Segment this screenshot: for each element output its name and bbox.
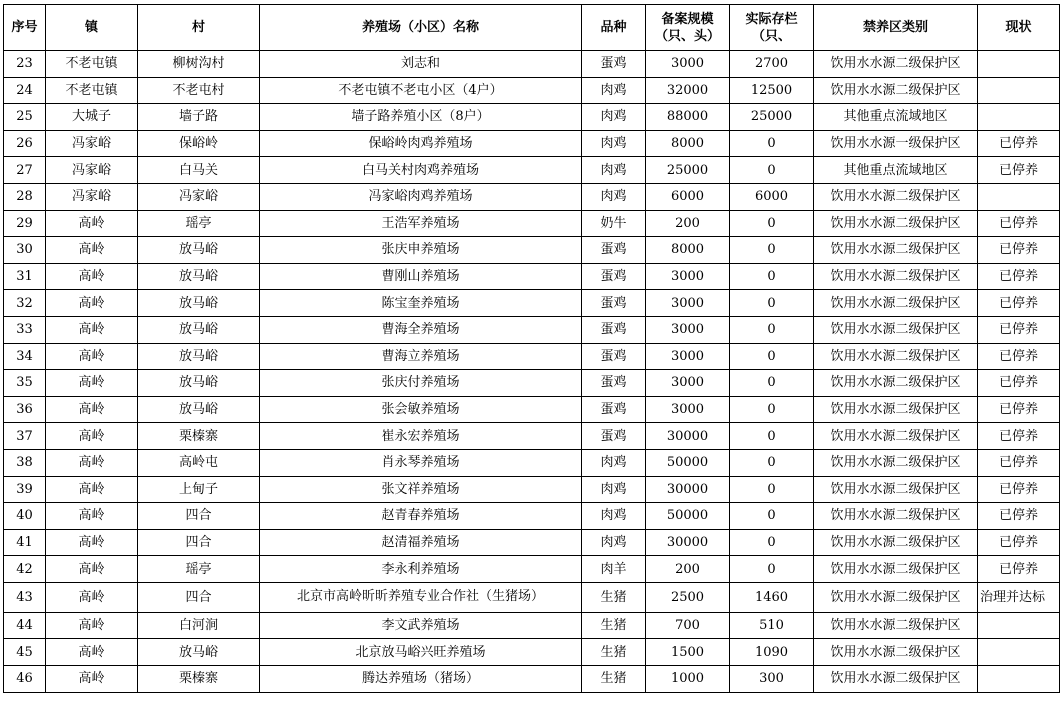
cell-status: 已停养: [978, 449, 1060, 476]
cell-village: 放马峪: [138, 639, 260, 666]
cell-prohibited-zone: 饮用水水源二级保护区: [814, 343, 978, 370]
cell-status: 已停养: [978, 529, 1060, 556]
cell-registered-scale: 3000: [646, 370, 730, 397]
cell-town: 高岭: [46, 423, 138, 450]
cell-status: 已停养: [978, 396, 1060, 423]
cell-actual-stock: 2700: [730, 51, 814, 78]
cell-prohibited-zone: 其他重点流域地区: [814, 104, 978, 131]
cell-index: 35: [4, 370, 46, 397]
cell-town: 不老屯镇: [46, 51, 138, 78]
cell-index: 24: [4, 77, 46, 104]
cell-village: 白马关: [138, 157, 260, 184]
table-row: [4, 77, 1060, 104]
cell-farm-name: 北京放马峪兴旺养殖场: [260, 639, 582, 666]
cell-breed: 奶牛: [582, 210, 646, 237]
header-breed: 品种: [582, 5, 646, 51]
cell-village: 白河涧: [138, 612, 260, 639]
cell-registered-scale: 1000: [646, 666, 730, 693]
cell-farm-name: 不老屯镇不老屯小区（4户）: [260, 77, 582, 104]
table-row: [4, 612, 1060, 639]
cell-status: 治理并达标: [978, 582, 1060, 612]
cell-registered-scale: 3000: [646, 51, 730, 78]
cell-index: 26: [4, 130, 46, 157]
cell-registered-scale: 6000: [646, 183, 730, 210]
cell-actual-stock: 0: [730, 263, 814, 290]
header-index: 序号: [4, 5, 46, 51]
cell-village: 冯家峪: [138, 183, 260, 210]
livestock-farm-table: [3, 4, 1060, 693]
cell-village: 瑶亭: [138, 210, 260, 237]
cell-prohibited-zone: 饮用水水源二级保护区: [814, 666, 978, 693]
cell-breed: 蛋鸡: [582, 423, 646, 450]
cell-prohibited-zone: 饮用水水源二级保护区: [814, 396, 978, 423]
cell-village: 放马峪: [138, 370, 260, 397]
table-row: [4, 449, 1060, 476]
cell-breed: 生猪: [582, 612, 646, 639]
cell-actual-stock: 25000: [730, 104, 814, 131]
cell-actual-stock: 0: [730, 476, 814, 503]
cell-actual-stock: 0: [730, 210, 814, 237]
header-prohibited-zone: 禁养区类别: [814, 5, 978, 51]
cell-prohibited-zone: 饮用水水源二级保护区: [814, 556, 978, 583]
cell-farm-name: 刘志和: [260, 51, 582, 78]
table-row: [4, 503, 1060, 530]
cell-actual-stock: 300: [730, 666, 814, 693]
cell-index: 44: [4, 612, 46, 639]
cell-status: 已停养: [978, 370, 1060, 397]
cell-town: 高岭: [46, 343, 138, 370]
cell-town: 高岭: [46, 582, 138, 612]
cell-breed: 肉鸡: [582, 503, 646, 530]
cell-town: 高岭: [46, 263, 138, 290]
header-town: 镇: [46, 5, 138, 51]
cell-farm-name: 白马关村肉鸡养殖场: [260, 157, 582, 184]
cell-breed: 生猪: [582, 639, 646, 666]
cell-village: 放马峪: [138, 290, 260, 317]
cell-registered-scale: 8000: [646, 237, 730, 264]
cell-town: 高岭: [46, 210, 138, 237]
cell-farm-name: 崔永宏养殖场: [260, 423, 582, 450]
table-row: [4, 639, 1060, 666]
cell-status: 已停养: [978, 476, 1060, 503]
cell-farm-name: 保峪岭肉鸡养殖场: [260, 130, 582, 157]
cell-actual-stock: 12500: [730, 77, 814, 104]
table-row: [4, 529, 1060, 556]
table-row: [4, 396, 1060, 423]
table-row: [4, 343, 1060, 370]
cell-village: 瑶亭: [138, 556, 260, 583]
cell-registered-scale: 50000: [646, 449, 730, 476]
cell-prohibited-zone: 饮用水水源二级保护区: [814, 290, 978, 317]
table-row: [4, 51, 1060, 78]
table-row: [4, 183, 1060, 210]
cell-farm-name: 曹刚山养殖场: [260, 263, 582, 290]
cell-status: [978, 639, 1060, 666]
cell-registered-scale: 30000: [646, 476, 730, 503]
cell-index: 36: [4, 396, 46, 423]
cell-farm-name: 张庆付养殖场: [260, 370, 582, 397]
cell-town: 冯家峪: [46, 157, 138, 184]
cell-village: 墙子路: [138, 104, 260, 131]
cell-status: [978, 77, 1060, 104]
cell-registered-scale: 700: [646, 612, 730, 639]
cell-prohibited-zone: 饮用水水源二级保护区: [814, 476, 978, 503]
cell-breed: 肉羊: [582, 556, 646, 583]
cell-village: 四合: [138, 582, 260, 612]
cell-registered-scale: 25000: [646, 157, 730, 184]
cell-village: 保峪岭: [138, 130, 260, 157]
cell-town: 不老屯镇: [46, 77, 138, 104]
cell-town: 高岭: [46, 639, 138, 666]
cell-farm-name: 肖永琴养殖场: [260, 449, 582, 476]
cell-status: 已停养: [978, 343, 1060, 370]
cell-index: 32: [4, 290, 46, 317]
cell-index: 40: [4, 503, 46, 530]
cell-farm-name: 曹海全养殖场: [260, 316, 582, 343]
cell-actual-stock: 0: [730, 130, 814, 157]
cell-farm-name: 张庆申养殖场: [260, 237, 582, 264]
cell-status: [978, 51, 1060, 78]
header-actual-stock: 实际存栏（只、: [730, 5, 814, 51]
cell-actual-stock: 0: [730, 556, 814, 583]
header-registered-scale: 备案规模（只、头）: [646, 5, 730, 51]
cell-registered-scale: 3000: [646, 316, 730, 343]
cell-index: 29: [4, 210, 46, 237]
cell-breed: 蛋鸡: [582, 396, 646, 423]
cell-village: 放马峪: [138, 263, 260, 290]
cell-breed: 蛋鸡: [582, 237, 646, 264]
cell-farm-name: 曹海立养殖场: [260, 343, 582, 370]
cell-actual-stock: 6000: [730, 183, 814, 210]
header-farm-name: 养殖场（小区）名称: [260, 5, 582, 51]
cell-village: 栗榛寨: [138, 423, 260, 450]
header-village: 村: [138, 5, 260, 51]
cell-index: 37: [4, 423, 46, 450]
cell-prohibited-zone: 饮用水水源二级保护区: [814, 183, 978, 210]
header-status: 现状: [978, 5, 1060, 51]
cell-farm-name: 张会敏养殖场: [260, 396, 582, 423]
cell-index: 45: [4, 639, 46, 666]
table-row: [4, 130, 1060, 157]
cell-farm-name: 陈宝奎养殖场: [260, 290, 582, 317]
cell-town: 高岭: [46, 290, 138, 317]
table-row: [4, 157, 1060, 184]
cell-actual-stock: 0: [730, 423, 814, 450]
cell-actual-stock: 0: [730, 316, 814, 343]
cell-farm-name: 赵清福养殖场: [260, 529, 582, 556]
header-row: [4, 5, 1060, 51]
cell-prohibited-zone: 饮用水水源二级保护区: [814, 503, 978, 530]
cell-index: 38: [4, 449, 46, 476]
cell-breed: 肉鸡: [582, 476, 646, 503]
cell-status: 已停养: [978, 263, 1060, 290]
cell-prohibited-zone: 饮用水水源一级保护区: [814, 130, 978, 157]
cell-town: 高岭: [46, 449, 138, 476]
cell-village: 放马峪: [138, 237, 260, 264]
cell-prohibited-zone: 饮用水水源二级保护区: [814, 77, 978, 104]
table-row: [4, 370, 1060, 397]
cell-village: 柳树沟村: [138, 51, 260, 78]
cell-village: 上甸子: [138, 476, 260, 503]
cell-prohibited-zone: 饮用水水源二级保护区: [814, 612, 978, 639]
cell-town: 高岭: [46, 666, 138, 693]
cell-breed: 肉鸡: [582, 157, 646, 184]
cell-registered-scale: 200: [646, 210, 730, 237]
cell-village: 高岭屯: [138, 449, 260, 476]
cell-town: 冯家峪: [46, 130, 138, 157]
cell-prohibited-zone: 饮用水水源二级保护区: [814, 529, 978, 556]
cell-registered-scale: 2500: [646, 582, 730, 612]
cell-actual-stock: 0: [730, 343, 814, 370]
cell-status: 已停养: [978, 210, 1060, 237]
cell-prohibited-zone: 饮用水水源二级保护区: [814, 263, 978, 290]
cell-town: 高岭: [46, 556, 138, 583]
cell-registered-scale: 32000: [646, 77, 730, 104]
cell-village: 栗榛寨: [138, 666, 260, 693]
cell-prohibited-zone: 饮用水水源二级保护区: [814, 370, 978, 397]
cell-town: 大城子: [46, 104, 138, 131]
cell-breed: 蛋鸡: [582, 263, 646, 290]
cell-prohibited-zone: 饮用水水源二级保护区: [814, 51, 978, 78]
cell-prohibited-zone: 饮用水水源二级保护区: [814, 449, 978, 476]
cell-breed: 肉鸡: [582, 183, 646, 210]
table-row: [4, 582, 1060, 612]
cell-farm-name: 李文武养殖场: [260, 612, 582, 639]
cell-index: 23: [4, 51, 46, 78]
table-row: [4, 210, 1060, 237]
cell-town: 高岭: [46, 316, 138, 343]
table-row: [4, 104, 1060, 131]
cell-breed: 肉鸡: [582, 529, 646, 556]
cell-actual-stock: 0: [730, 529, 814, 556]
cell-status: 已停养: [978, 237, 1060, 264]
cell-actual-stock: 0: [730, 290, 814, 317]
cell-farm-name: 张文祥养殖场: [260, 476, 582, 503]
cell-status: 已停养: [978, 503, 1060, 530]
cell-breed: 蛋鸡: [582, 343, 646, 370]
cell-town: 高岭: [46, 529, 138, 556]
cell-village: 放马峪: [138, 343, 260, 370]
cell-breed: 蛋鸡: [582, 370, 646, 397]
cell-status: 已停养: [978, 316, 1060, 343]
cell-registered-scale: 3000: [646, 343, 730, 370]
cell-town: 高岭: [46, 612, 138, 639]
cell-index: 41: [4, 529, 46, 556]
cell-town: 高岭: [46, 503, 138, 530]
cell-village: 四合: [138, 529, 260, 556]
cell-actual-stock: 0: [730, 449, 814, 476]
cell-status: 已停养: [978, 130, 1060, 157]
cell-index: 46: [4, 666, 46, 693]
cell-status: 已停养: [978, 423, 1060, 450]
table-row: [4, 316, 1060, 343]
cell-town: 高岭: [46, 370, 138, 397]
cell-status: 已停养: [978, 556, 1060, 583]
cell-breed: 生猪: [582, 582, 646, 612]
cell-prohibited-zone: 饮用水水源二级保护区: [814, 582, 978, 612]
cell-town: 冯家峪: [46, 183, 138, 210]
cell-farm-name: 李永利养殖场: [260, 556, 582, 583]
table-row: [4, 290, 1060, 317]
cell-status: [978, 666, 1060, 693]
cell-prohibited-zone: 其他重点流域地区: [814, 157, 978, 184]
cell-status: [978, 104, 1060, 131]
cell-farm-name: 腾达养殖场（猪场）: [260, 666, 582, 693]
cell-actual-stock: 510: [730, 612, 814, 639]
cell-registered-scale: 30000: [646, 423, 730, 450]
cell-town: 高岭: [46, 396, 138, 423]
cell-actual-stock: 0: [730, 157, 814, 184]
cell-breed: 肉鸡: [582, 104, 646, 131]
cell-index: 42: [4, 556, 46, 583]
cell-town: 高岭: [46, 476, 138, 503]
cell-actual-stock: 0: [730, 396, 814, 423]
cell-village: 放马峪: [138, 316, 260, 343]
cell-status: 已停养: [978, 290, 1060, 317]
cell-registered-scale: 3000: [646, 263, 730, 290]
cell-index: 30: [4, 237, 46, 264]
cell-actual-stock: 0: [730, 503, 814, 530]
cell-index: 25: [4, 104, 46, 131]
cell-actual-stock: 0: [730, 237, 814, 264]
cell-status: 已停养: [978, 157, 1060, 184]
table-row: [4, 556, 1060, 583]
cell-registered-scale: 200: [646, 556, 730, 583]
table-row: [4, 476, 1060, 503]
cell-registered-scale: 8000: [646, 130, 730, 157]
cell-prohibited-zone: 饮用水水源二级保护区: [814, 237, 978, 264]
cell-farm-name: 王浩军养殖场: [260, 210, 582, 237]
cell-actual-stock: 1090: [730, 639, 814, 666]
cell-index: 33: [4, 316, 46, 343]
cell-breed: 肉鸡: [582, 77, 646, 104]
cell-registered-scale: 1500: [646, 639, 730, 666]
cell-registered-scale: 3000: [646, 290, 730, 317]
cell-registered-scale: 88000: [646, 104, 730, 131]
cell-index: 27: [4, 157, 46, 184]
cell-registered-scale: 3000: [646, 396, 730, 423]
table-row: [4, 423, 1060, 450]
cell-farm-name: 赵青春养殖场: [260, 503, 582, 530]
cell-status: [978, 612, 1060, 639]
cell-breed: 生猪: [582, 666, 646, 693]
cell-breed: 肉鸡: [582, 130, 646, 157]
cell-registered-scale: 50000: [646, 503, 730, 530]
cell-village: 四合: [138, 503, 260, 530]
cell-farm-name: 冯家峪肉鸡养殖场: [260, 183, 582, 210]
cell-village: 放马峪: [138, 396, 260, 423]
cell-prohibited-zone: 饮用水水源二级保护区: [814, 210, 978, 237]
cell-status: [978, 183, 1060, 210]
cell-prohibited-zone: 饮用水水源二级保护区: [814, 423, 978, 450]
cell-prohibited-zone: 饮用水水源二级保护区: [814, 316, 978, 343]
cell-index: 43: [4, 582, 46, 612]
cell-actual-stock: 0: [730, 370, 814, 397]
cell-breed: 蛋鸡: [582, 51, 646, 78]
cell-index: 39: [4, 476, 46, 503]
cell-farm-name: 墙子路养殖小区（8户）: [260, 104, 582, 131]
table-row: [4, 263, 1060, 290]
cell-index: 34: [4, 343, 46, 370]
cell-breed: 蛋鸡: [582, 290, 646, 317]
cell-village: 不老屯村: [138, 77, 260, 104]
cell-farm-name: 北京市高岭昕昕养殖专业合作社（生猪场）: [260, 582, 582, 612]
cell-index: 28: [4, 183, 46, 210]
cell-index: 31: [4, 263, 46, 290]
cell-registered-scale: 30000: [646, 529, 730, 556]
cell-actual-stock: 1460: [730, 582, 814, 612]
cell-breed: 肉鸡: [582, 449, 646, 476]
cell-town: 高岭: [46, 237, 138, 264]
cell-prohibited-zone: 饮用水水源二级保护区: [814, 639, 978, 666]
cell-breed: 蛋鸡: [582, 316, 646, 343]
table-row: [4, 666, 1060, 693]
table-row: [4, 237, 1060, 264]
